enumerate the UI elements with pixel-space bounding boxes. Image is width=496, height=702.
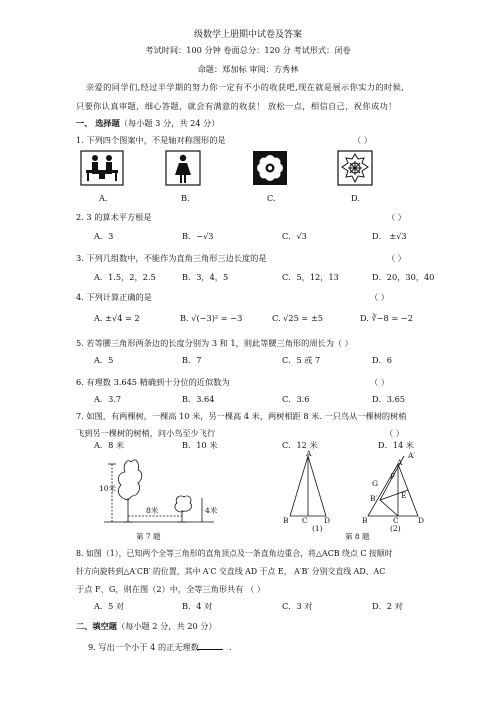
q3-option-c[interactable]: C．5，12，13	[282, 272, 339, 282]
q4-option-d[interactable]: D. ∛−8 = −2	[360, 313, 413, 323]
q8-fig1-label-a: A	[306, 449, 312, 458]
section-2-note: （每小题 2 分，共 20 分）	[116, 621, 217, 631]
q7-option-b[interactable]: B．10 米	[182, 440, 218, 450]
q7-label-distance: 8米	[146, 506, 159, 515]
q6-option-d[interactable]: D．3.65	[372, 394, 405, 404]
q8-text-3: 于点 F、G，则在图（2）中，全等三角形共有 （ ）	[76, 584, 265, 594]
q8-option-b[interactable]: B．4 对	[182, 601, 213, 611]
q3-text: 3. 下列几组数中，不能作为直角三角形三边长度的是	[76, 253, 267, 263]
q2-blank: （ ）	[387, 212, 406, 222]
q1-blank: （ ）	[353, 135, 372, 145]
q8-fig2-caption: (2)	[390, 524, 401, 533]
q2-option-b[interactable]: B．−√3	[182, 231, 214, 241]
q9-text: 9. 写出一个小于 4 的正无理数	[88, 642, 199, 652]
q5-option-a[interactable]: A．5	[94, 355, 114, 365]
q8-option-a[interactable]: A．5 对	[94, 601, 125, 611]
q8-fig2-label-a-prime: A′	[408, 451, 416, 460]
exam-authors: 命题：郑加标 审阅：方秀林	[197, 64, 299, 74]
q4-option-b[interactable]: B. √(−3)² = −3	[180, 313, 243, 323]
q4-option-a[interactable]: A. ±√4 = 2	[94, 313, 140, 323]
q6-text: 6. 有理数 3.645 精确到十分位的近似数为	[76, 377, 230, 387]
q8-fig2-label-f: F	[390, 472, 396, 481]
q2-option-c[interactable]: C．√3	[282, 231, 307, 241]
exam-info: 考试时间：100 分钟 卷面总分：120 分 考试形式：闭卷	[145, 45, 351, 55]
q5-option-d[interactable]: D．6	[372, 355, 392, 365]
q3-option-d[interactable]: D．20，30，40	[372, 272, 435, 282]
flower-icon	[252, 150, 288, 186]
section-2-title	[76, 621, 217, 632]
section-1-title	[76, 118, 220, 129]
q8-text-1: 8. 如图（1），已知两个全等三角形的直角顶点及一条直角边重合，将△ACB 绕点 C 按顺时	[76, 549, 393, 558]
q2-text: 2. 3 的算术平方根是	[76, 212, 152, 222]
intro-line-1: 亲爱的同学们,经过半学期的努力你一定有不小的收获吧,现在就是展示你实力的时候,	[86, 82, 405, 92]
q4-option-c[interactable]: C. √25 = ±5	[272, 313, 323, 323]
q4-text: 4. 下列计算正确的是	[76, 292, 152, 302]
intro-line-2: 只要你认真审题，细心答题，就会有满意的收获！ 放松一点，相信自己，祝你成功！	[76, 101, 397, 111]
q8-fig1-label-c: C	[302, 516, 308, 525]
q8-fig2-label-g: G	[372, 479, 378, 488]
q8-fig2-label-e: E	[401, 491, 407, 500]
q9-answer-blank[interactable]	[197, 640, 223, 650]
q8-fig1-label-b: B	[283, 516, 289, 525]
q8-fig1-label-d: D	[324, 516, 331, 525]
q5-option-b[interactable]: B．7	[182, 355, 202, 365]
q6-option-c[interactable]: C．3.6	[282, 394, 310, 404]
q8-fig2-label-a: A	[397, 458, 403, 467]
q5-text: 5. 若等腰三角形两条边的长度分别为 3 和 1，则此等腰三角形的周长为（ ）	[76, 338, 353, 348]
q8-caption: 第 8 题	[345, 532, 370, 541]
q6-blank: （ ）	[370, 377, 389, 387]
q6-option-b[interactable]: B．3.64	[182, 394, 215, 404]
q1-option-b[interactable]: B.	[181, 193, 190, 203]
q8-fig2-label-c: C	[393, 516, 399, 525]
q3-option-b[interactable]: B．3，4，5	[182, 272, 229, 282]
q7-caption: 第 7 题	[136, 532, 161, 541]
exam-title: 级数学上册期中试卷及答案	[193, 30, 302, 40]
woman-restroom-icon	[165, 150, 201, 186]
q6-option-a[interactable]: A．3.7	[94, 394, 122, 404]
q7-text-1: 7. 如图，有两棵树，一棵高 10 米，另一棵高 4 米，两树相距 8 米. 一只鸟从一棵树的树梢	[76, 411, 407, 421]
q1-option-a[interactable]: A.	[99, 193, 108, 203]
q8-fig2-label-d: D	[418, 516, 425, 525]
snowflake-icon	[337, 150, 373, 186]
q7-option-d[interactable]: D．14 米	[378, 440, 414, 450]
q1-text: 1. 下列四个图案中，不是轴对称图形的是	[76, 135, 226, 145]
q8-fig2-label-b-prime: B′	[370, 494, 378, 503]
q7-option-c[interactable]: C．12 米	[282, 440, 318, 450]
q8-option-c[interactable]: C．3 对	[282, 601, 313, 611]
section-2-heading: 二、填空题	[76, 621, 117, 631]
section-1-note: （每小题 3 分，共 24 分）	[119, 118, 220, 128]
q7-label-height-2: 4米	[205, 506, 218, 515]
q9-tail: .	[229, 642, 232, 652]
q4-blank: （ ）	[370, 292, 389, 302]
q5-option-c[interactable]: C．5 或 7	[282, 355, 321, 365]
q1-option-d[interactable]: D.	[351, 193, 360, 203]
q3-option-a[interactable]: A．1.5，2，2.5	[94, 272, 156, 282]
q2-option-d[interactable]: D． ±√3	[372, 231, 407, 241]
q7-option-a[interactable]: A．8 米	[94, 440, 125, 450]
q8-fig1-caption: (1)	[312, 524, 323, 533]
q8-text-2: 针方向旋转到△A′CB′ 的位置，其中 A′C 交直线 AD 于点 E， A′B′ 分别交直线 AD、AC	[76, 567, 386, 576]
section-1-heading: 一、 选择题	[76, 118, 120, 128]
q1-option-c[interactable]: C.	[267, 193, 276, 203]
q8-fig2-label-b: B	[362, 516, 368, 525]
q8-option-d[interactable]: D．2 对	[372, 601, 403, 611]
q2-option-a[interactable]: A．3	[94, 231, 114, 241]
q7-blank: （ ）	[385, 428, 404, 438]
q7-text-2: 飞到另一棵树的树梢，问小鸟至少飞行	[76, 428, 216, 438]
bench-people-icon	[80, 150, 124, 186]
q3-blank: （ ）	[387, 253, 406, 263]
q7-label-height-1: 10米	[99, 484, 117, 493]
